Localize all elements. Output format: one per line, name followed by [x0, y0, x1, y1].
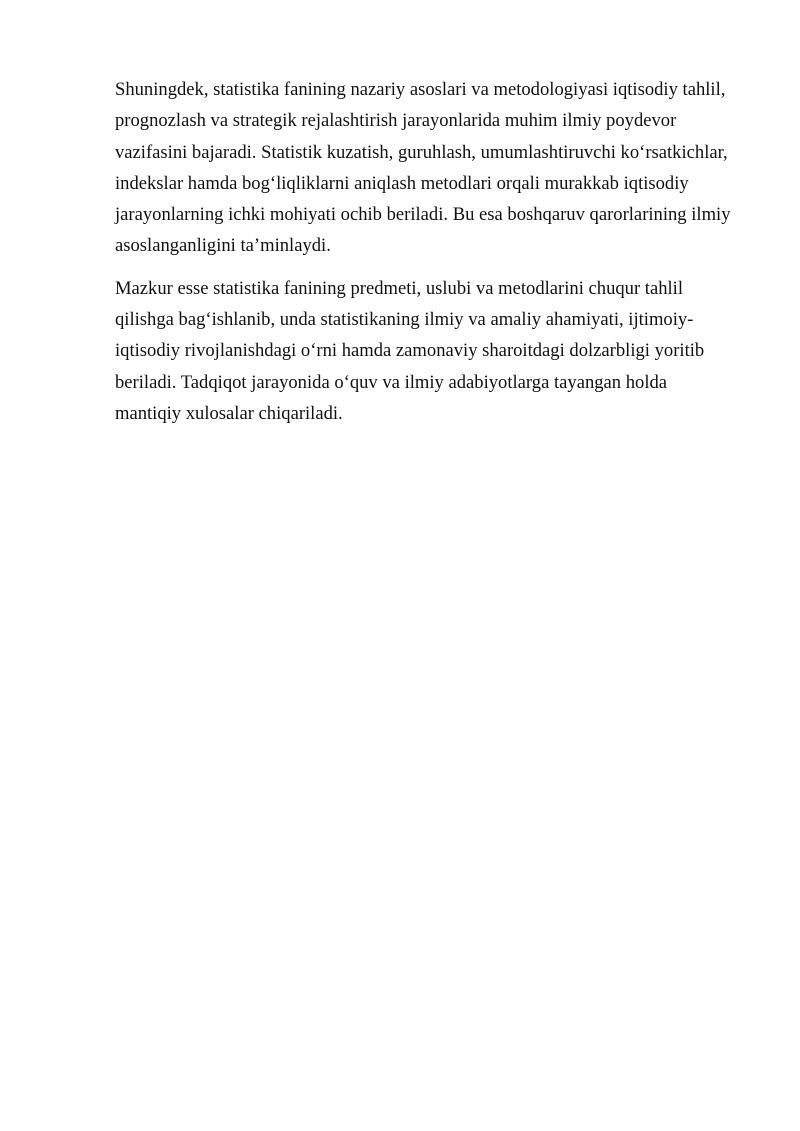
paragraph-line: vazifasini bajaradi. Statistik kuzatish, guruhlash, umumlashtiruvchi ko‘rsatkichlar,: [115, 141, 728, 163]
paragraph-1: [115, 74, 745, 262]
paragraph-line: mantiqiy xulosalar chiqariladi.: [115, 402, 343, 424]
document-body: [115, 74, 745, 440]
paragraph-line: prognozlash va strategik rejalashtirish jarayonlarida muhim ilmiy poydevor: [115, 110, 677, 132]
paragraph-2: [115, 273, 745, 429]
paragraph-line: Mazkur esse statistika fanining predmeti, uslubi va metodlarini chuqur tahlil: [115, 277, 684, 299]
paragraph-line: beriladi. Tadqiqot jarayonida o‘quv va ilmiy adabiyotlarga tayangan holda: [115, 371, 668, 393]
paragraph-line: asoslanganligini ta’minlaydi.: [115, 235, 331, 257]
paragraph-line: indekslar hamda bog‘liqliklarni aniqlash metodlari orqali murakkab iqtisodiy: [115, 172, 689, 194]
paragraph-line: jarayonlarning ichki mohiyati ochib beriladi. Bu esa boshqaruv qarorlarining ilmiy: [115, 204, 731, 226]
paragraph-line: qilishga bag‘ishlanib, unda statistikaning ilmiy va amaliy ahamiyati, ijtimoiy-: [115, 309, 694, 331]
paragraph-line: Shuningdek, statistika fanining nazariy asoslari va metodologiyasi iqtisodiy tahlil,: [115, 79, 726, 100]
paragraph-line: iqtisodiy rivojlanishdagi o‘rni hamda zamonaviy sharoitdagi dolzarbligi yoritib: [115, 340, 705, 362]
